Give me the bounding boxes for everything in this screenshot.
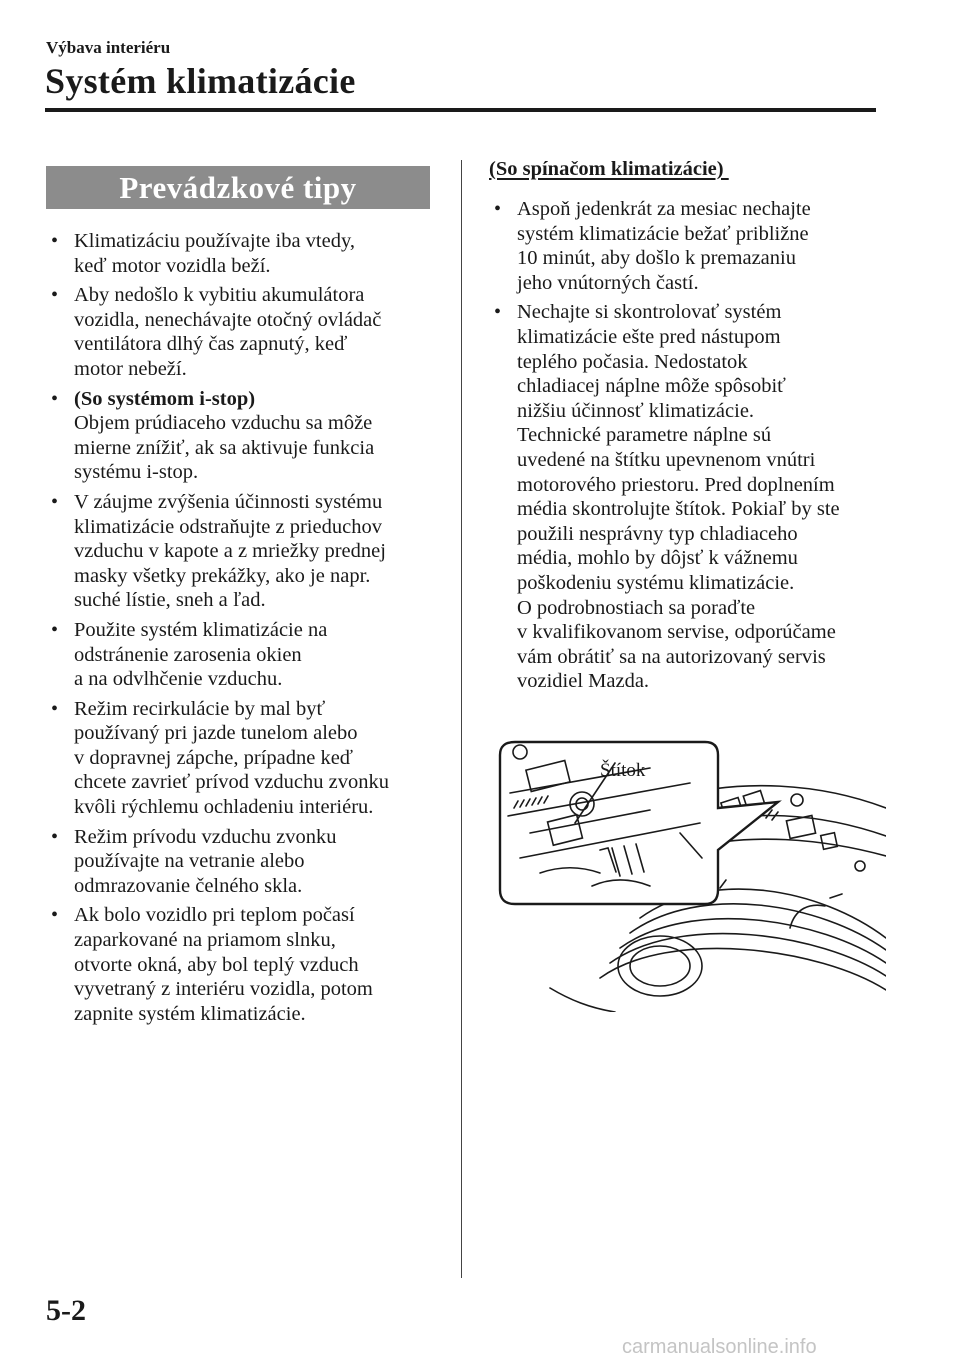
operating-tips-banner: Prevádzkové tipy	[46, 166, 430, 209]
bullet-icon: •	[51, 697, 59, 720]
list-item	[48, 229, 448, 278]
list-item-text: Objem prúdiaceho vzduchu sa môže mierne znížiť, ak sa aktivuje funkcia systému i-stop.	[74, 412, 375, 484]
list-item	[48, 283, 448, 381]
bullet-icon: •	[51, 618, 59, 641]
page-number: 5-2	[46, 1294, 86, 1327]
bullet-icon: •	[51, 825, 59, 848]
bullet-icon: •	[51, 904, 59, 927]
list-item-text: Režim prívodu vzduchu zvonku používajte na vetranie alebo odmrazovanie čelného skla.	[74, 825, 337, 897]
list-item-text: Aby nedošlo k vybitiu akumulátora vozidla, nenechávajte otočný ovládač ventilátora dlhý čas zapnutý, keď motor nebeží.	[74, 284, 382, 380]
list-item	[48, 903, 448, 1026]
list-item	[48, 825, 448, 899]
bullet-icon: •	[51, 387, 59, 410]
ac-switch-list	[491, 197, 891, 699]
bullet-icon: •	[51, 230, 59, 252]
operating-tips-list	[48, 229, 448, 1031]
list-item-heading: (So systémom i-stop)	[74, 387, 256, 410]
list-item	[48, 697, 448, 820]
chapter-title: Systém klimatizácie	[45, 61, 356, 101]
list-item	[491, 197, 891, 295]
bullet-icon: •	[51, 490, 59, 513]
bullet-icon: •	[51, 284, 59, 307]
list-item	[48, 618, 448, 692]
list-item	[48, 387, 448, 485]
ac-switch-heading: (So spínačom klimatizácie)	[489, 158, 729, 180]
refrigerant-label-illustration	[490, 738, 886, 1012]
label-callout: Štítok	[600, 760, 646, 781]
list-item-text: Režim recirkulácie by mal byť používaný pri jazde tunelom alebo v dopravnej zápche, prípadne keď chcete zavrieť prívod vzduchu zvonku kvôli rýchlemu ochladeniu interiéru.	[74, 697, 389, 819]
list-item	[48, 490, 448, 613]
list-item-text: Použite systém klimatizácie na odstránenie zarosenia okien a na odvlhčenie vzduchu.	[74, 618, 328, 691]
watermark: carmanualsonline.info	[622, 1336, 817, 1358]
list-item-text: Ak bolo vozidlo pri teplom počasí zaparkované na priamom slnku, otvorte okná, aby bol teplý vzduch vyvetraný z interiéru vozidla, potom zapnite systém klimatizácie.	[74, 904, 373, 1025]
list-item-text: V záujme zvýšenia účinnosti systému klimatizácie odstraňujte z prieduchov vzduchu v kapote a z mriežky prednej masky všetky prekážky, ako je napr. suché lístie, sneh a ľad.	[74, 490, 386, 612]
list-item-text: Nechajte si skontrolovať systém klimatizácie ešte pred nástupom teplého počasia. Nedostatok chladiacej náplne môže spôsobiť nižšiu účinnosť klimatizácie. Technické parametre náplne sú uvedené na štítku upevnenom vnútri motorového priestoru. Pred doplnením média skontrolujte štítok. Pokiaľ by ste použili nesprávny typ chladiaceho média, mohlo by dôjsť k vážnemu poškodeniu systému klimatizácie. O podrobnostiach sa poraďte v kvalifikovanom servise, odporúčame vám obrátiť sa na autorizovaný servis vozidiel Mazda.	[517, 301, 840, 693]
bullet-icon: •	[494, 301, 502, 324]
header-rule	[45, 108, 876, 112]
list-item-text: Aspoň jedenkrát za mesiac nechajte systém klimatizácie bežať približne 10 minút, aby došlo k premazaniu jeho vnútorných častí.	[517, 198, 811, 294]
bullet-icon: •	[494, 198, 502, 220]
column-divider	[461, 160, 462, 1278]
list-item	[491, 300, 891, 694]
list-item-text: Klimatizáciu používajte iba vtedy, keď motor vozidla beží.	[74, 230, 356, 277]
section-label: Výbava interiéru	[46, 38, 171, 57]
